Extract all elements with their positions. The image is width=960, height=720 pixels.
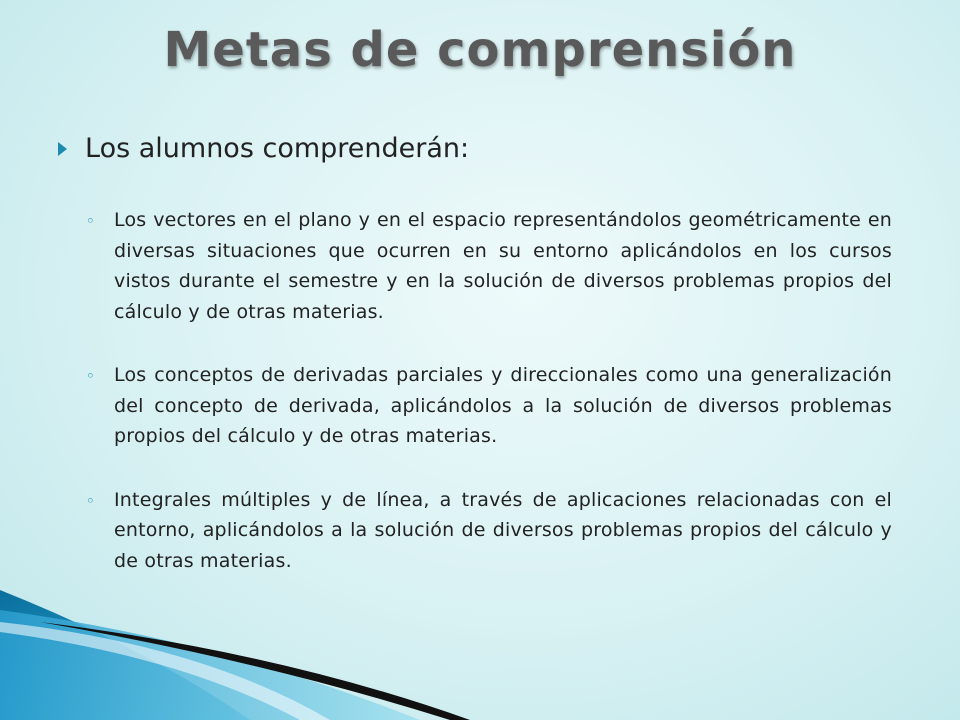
circle-bullet-icon: ◦ (86, 491, 96, 510)
circle-bullet-icon: ◦ (86, 367, 96, 385)
swoosh-blue-light (0, 610, 420, 720)
sub-bullet-item (84, 485, 892, 577)
sub-bullet-text: Los vectores en el plano y en el espacio representándolos geométricamente en diversas situaciones que ocurren en su entorno aplicándolos en los cursos vistos durante el semestre y en la solución de diversos problemas propios del cálculo y de otras materias. (114, 209, 892, 323)
sub-bullet-item (84, 360, 892, 452)
main-bullet (58, 133, 908, 164)
main-bullet-label: Los alumnos comprenderán: (85, 133, 470, 164)
sub-bullet-list (84, 205, 892, 609)
circle-bullet-icon: ◦ (86, 212, 96, 230)
sub-bullet-text: Integrales múltiples y de línea, a través de aplicaciones relacionadas con el entorno, aplicándolos a la solución de diversos problemas propios del cálculo y de otras materias. (114, 488, 892, 572)
sub-bullet-text: Los conceptos de derivadas parciales y direccionales como una generalización del concepto de derivada, aplicándolos a la solución de diversos problemas propios del cálculo y de otras materias. (114, 364, 892, 447)
slide-title: Metas de comprensión (163, 22, 797, 78)
triangle-arrow-icon (58, 142, 67, 156)
sub-bullet-item (84, 205, 892, 327)
